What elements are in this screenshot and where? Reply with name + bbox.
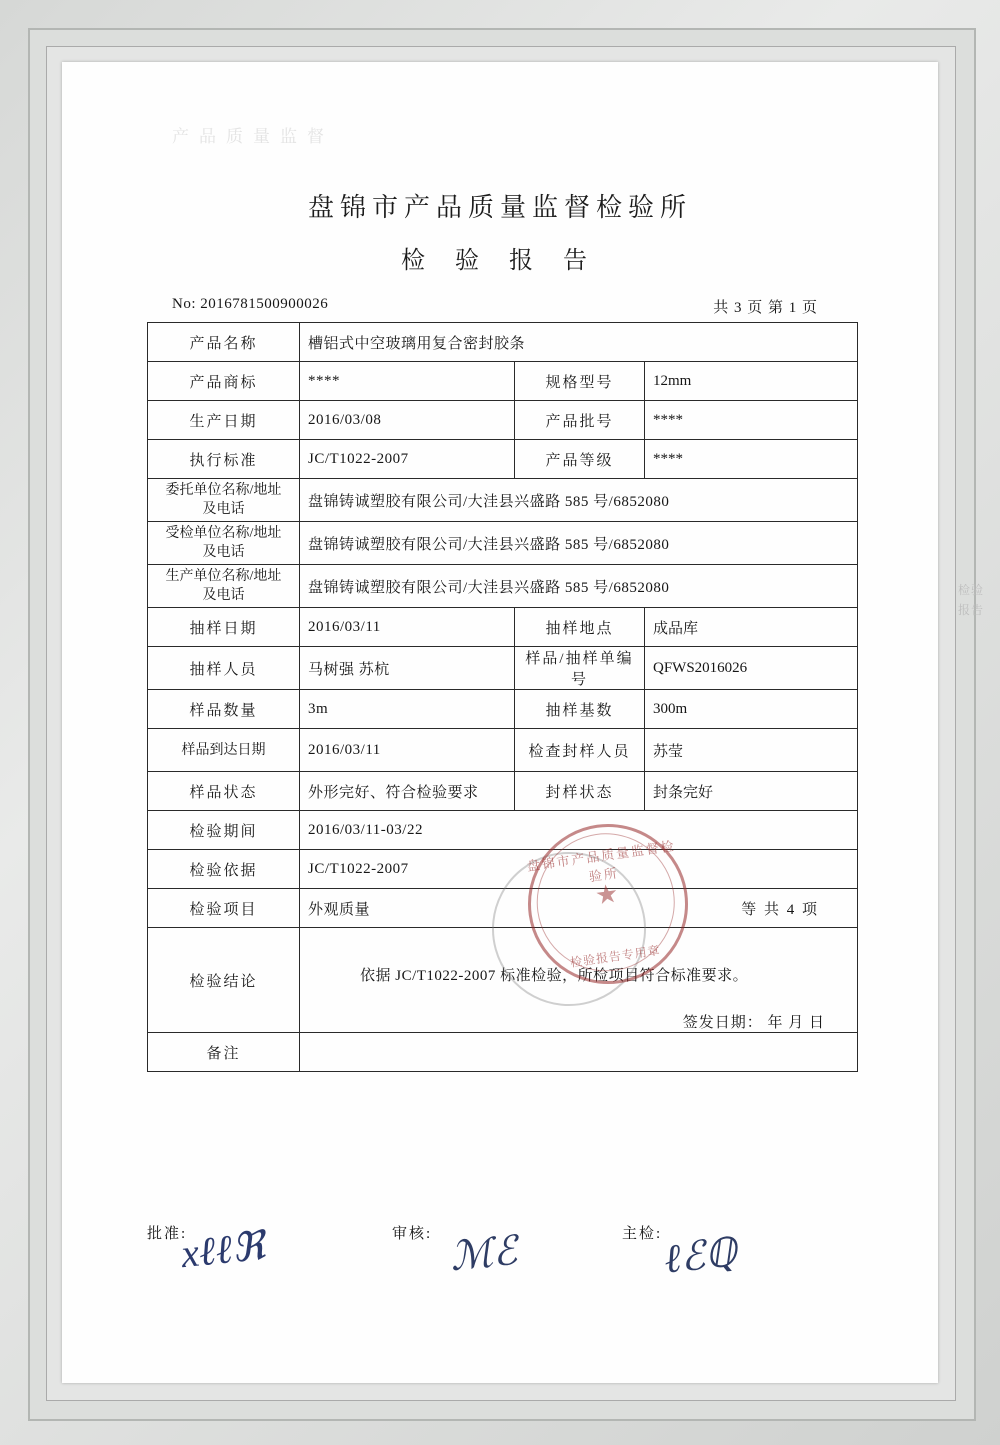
inspected-unit-label-line1: 受检单位名称/地址 [165,526,282,541]
sampling-base-label: 抽样基数 [515,690,645,729]
review-block [392,1222,520,1280]
page-info: 共 3 页 第 1 页 [713,300,818,316]
producer-label-line1: 生产单位名称/地址 [165,569,282,584]
star-icon: ★ [593,878,621,911]
table-row [148,729,858,772]
sample-number-label: 样品/抽样单编号 [515,647,645,690]
table-row [148,565,858,608]
seal-bottom-text: 检验报告专用章 [569,943,662,970]
inspection-items-cell [300,889,858,928]
table-row [148,362,858,401]
sampler-value: 马树强 苏杭 [300,647,515,690]
signature-area [147,1222,857,1342]
sampling-base-value: 300m [645,690,858,729]
grade-value: **** [645,440,858,479]
arrival-date-label: 样品到达日期 [148,729,300,772]
inspection-basis-label: 检验依据 [148,850,300,889]
producer-label [148,565,300,608]
sampler-label: 抽样人员 [148,647,300,690]
spec-label: 规格型号 [515,362,645,401]
table-row [148,772,858,811]
product-name-label: 产品名称 [148,323,300,362]
chief-signature: ℓℰℚ [661,1229,739,1282]
inspected-unit-label-line2: 及电话 [202,545,245,560]
side-margin-note: 检验报告 [958,583,985,617]
meta-row [62,296,938,318]
chief-label: 主检: [622,1226,663,1242]
table-row [148,811,858,850]
production-date-label: 生产日期 [148,401,300,440]
sample-quantity-value: 3m [300,690,515,729]
inspection-items-suffix: 等 共 4 项 [741,901,820,918]
watermark-text: 产品质量监督 [172,127,334,146]
conclusion-value: 依据 JC/T1022-2007 标准检验，所检项目符合标准要求。 [360,968,749,984]
seal-top-text: 盘锦市产品质量监督检验所 [525,838,677,885]
client-label [148,479,300,522]
inspection-items-value: 外观质量 [308,901,371,918]
table-row [148,928,858,1033]
remark-value [300,1033,858,1072]
table-row [148,608,858,647]
trademark-label: 产品商标 [148,362,300,401]
table-row [148,323,858,362]
client-label-line1: 委托单位名称/地址 [165,483,282,498]
table-row [148,850,858,889]
producer-value: 盘锦铸诚塑胶有限公司/大洼县兴盛路 585 号/6852080 [300,565,858,608]
client-label-line2: 及电话 [202,502,245,517]
product-name-value: 槽铝式中空玻璃用复合密封胶条 [300,323,858,362]
arrival-date-value: 2016/03/11 [300,729,515,772]
standard-value: JC/T1022-2007 [300,440,515,479]
report-paper [62,62,938,1383]
inspection-items-label: 检验项目 [148,889,300,928]
spec-value: 12mm [645,362,858,401]
inspection-period-value: 2016/03/11-03/22 [300,811,858,850]
approve-block [147,1222,267,1277]
conclusion-cell [300,928,858,1033]
table-row [148,1033,858,1072]
sample-number-value: QFWS2016026 [645,647,858,690]
table-row [148,647,858,690]
table-row [148,889,858,928]
batch-value: **** [645,401,858,440]
standard-label: 执行标准 [148,440,300,479]
report-title: 检 验 报 告 [401,248,599,274]
trademark-value: **** [300,362,515,401]
batch-label: 产品批号 [515,401,645,440]
sample-quantity-label: 样品数量 [148,690,300,729]
table-row [148,401,858,440]
seal-state-value: 封条完好 [645,772,858,811]
table-row [148,479,858,522]
producer-label-line2: 及电话 [202,588,245,603]
issue-date-value: 签发日期： 年 月 日 [682,1015,826,1031]
table-row [148,690,858,729]
table-row [148,440,858,479]
review-label: 审核: [392,1226,433,1242]
approve-signature: xℓℓℜ [178,1222,267,1277]
sampling-date-value: 2016/03/11 [300,608,515,647]
inspection-basis-value: JC/T1022-2007 [300,850,858,889]
inspected-unit-label [148,522,300,565]
approve-label: 批准: [147,1226,188,1242]
issuer-title: 盘锦市产品质量监督检验所 [307,193,692,222]
chief-block [622,1222,739,1282]
remark-label: 备注 [148,1033,300,1072]
report-number [172,296,328,313]
sampling-place-label: 抽样地点 [515,608,645,647]
seal-state-label: 封样状态 [515,772,645,811]
seal-checker-value: 苏莹 [645,729,858,772]
seal-checker-label: 检查封样人员 [515,729,645,772]
report-table [147,322,858,1072]
client-value: 盘锦铸诚塑胶有限公司/大洼县兴盛路 585 号/6852080 [300,479,858,522]
table-row [148,522,858,565]
sampling-date-label: 抽样日期 [148,608,300,647]
report-number-value: 2016781500900026 [200,296,329,312]
grade-label: 产品等级 [515,440,645,479]
report-number-label: No: [172,296,196,312]
sampling-place-value: 成品库 [645,608,858,647]
sample-state-label: 样品状态 [148,772,300,811]
inspected-unit-value: 盘锦铸诚塑胶有限公司/大洼县兴盛路 585 号/6852080 [300,522,858,565]
production-date-value: 2016/03/08 [300,401,515,440]
sample-state-value: 外形完好、符合检验要求 [300,772,515,811]
inspection-period-label: 检验期间 [148,811,300,850]
conclusion-label: 检验结论 [148,928,300,1033]
review-signature: ℳℰ [447,1227,520,1280]
